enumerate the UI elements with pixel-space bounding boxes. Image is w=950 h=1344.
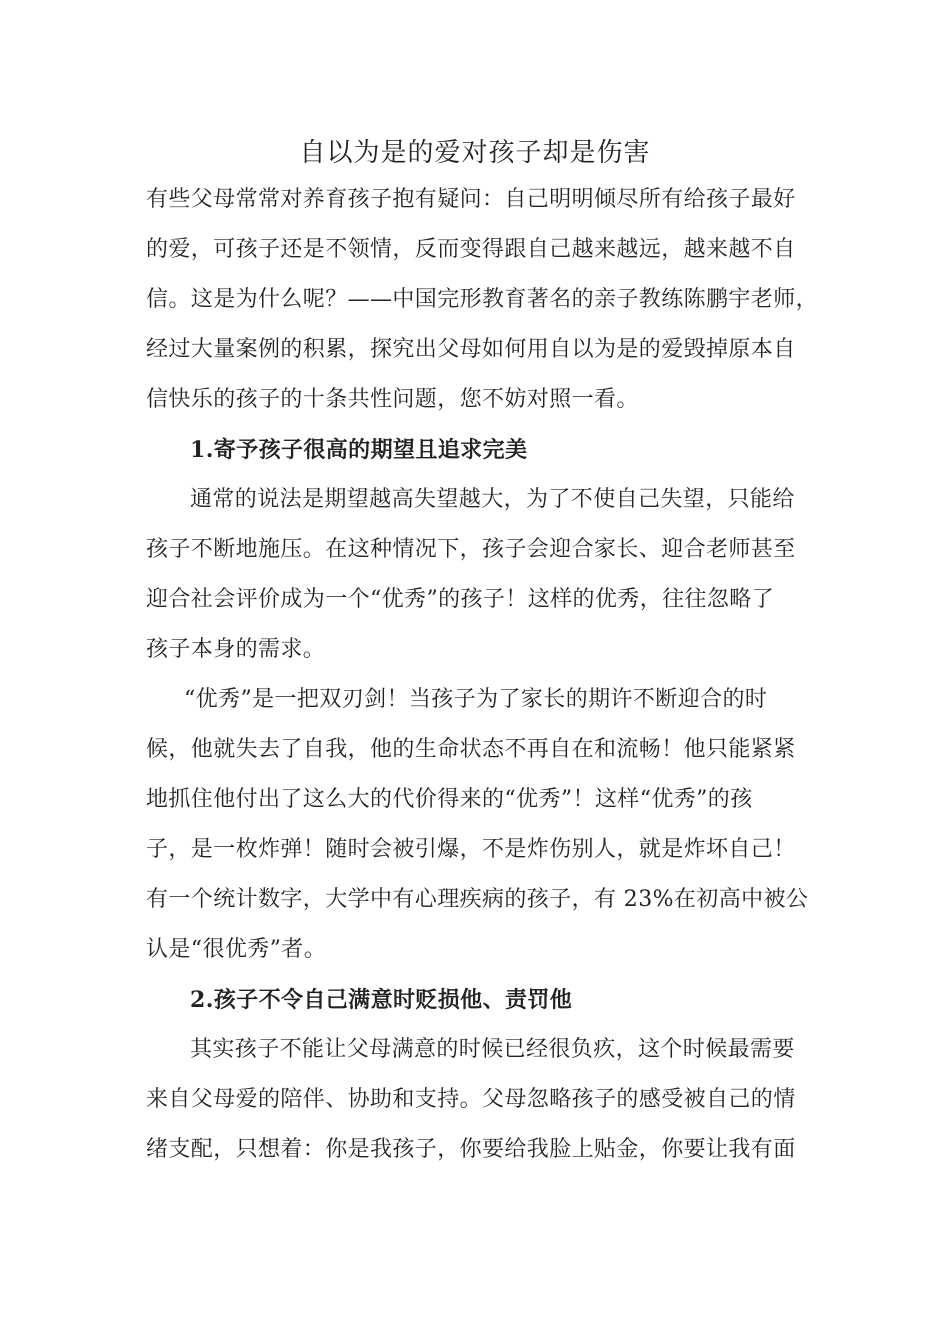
paragraph-line: 孩子本身的需求。 [146,637,326,662]
intro-line: 信。这是为什么呢？——中国完形教育著名的亲子教练陈鹏宇老师， [146,287,819,312]
paragraph-line: 孩子不断地施压。在这种情况下，孩子会迎合家长、迎合老师甚至 [146,537,796,562]
section-heading-2: 2.孩子不令自己满意时贬损他、责罚他 [190,987,573,1013]
intro-line: 经过大量案例的积累，探究出父母如何用自以为是的爱毁掉原本自 [146,337,796,362]
paragraph-line: 认是“很优秀”者。 [146,937,327,962]
paragraph-line: 子，是一枚炸弹！随时会被引爆，不是炸伤别人，就是炸坏自己！ [146,837,796,862]
paragraph-line: 绪支配，只想着：你是我孩子，你要给我脸上贴金，你要让我有面 [146,1137,796,1162]
paragraph-line: 迎合社会评价成为一个“优秀”的孩子！这样的优秀，往往忽略了 [146,587,775,612]
intro-line: 有些父母常常对养育孩子抱有疑问：自己明明倾尽所有给孩子最好 [146,187,796,212]
paragraph-line: 地抓住他付出了这么大的代价得来的“优秀”！这样“优秀”的孩 [146,787,753,812]
paragraph-line: 其实孩子不能让父母满意的时候已经很负疚，这个时候最需要 [190,1037,795,1062]
paragraph-line: 有一个统计数字，大学中有心理疾病的孩子，有 23%在初高中被公 [146,887,809,912]
intro-line: 信快乐的孩子的十条共性问题，您不妨对照一看。 [146,387,639,412]
paragraph-line: 候，他就失去了自我，他的生命状态不再自在和流畅！他只能紧紧 [146,737,796,762]
paragraph-line: “优秀”是一把双刃剑！当孩子为了家长的期许不断迎合的时 [184,687,768,712]
section-heading-1: 1.寄予孩子很高的期望且追求完美 [190,437,528,463]
paragraph-line: 通常的说法是期望越高失望越大，为了不使自己失望，只能给 [190,487,795,512]
document-title: 自以为是的爱对孩子却是伤害 [299,138,651,168]
paragraph-line: 来自父母爱的陪伴、协助和支持。父母忽略孩子的感受被自己的情 [146,1087,796,1112]
intro-line: 的爱，可孩子还是不领情，反而变得跟自己越来越远，越来越不自 [146,237,796,262]
